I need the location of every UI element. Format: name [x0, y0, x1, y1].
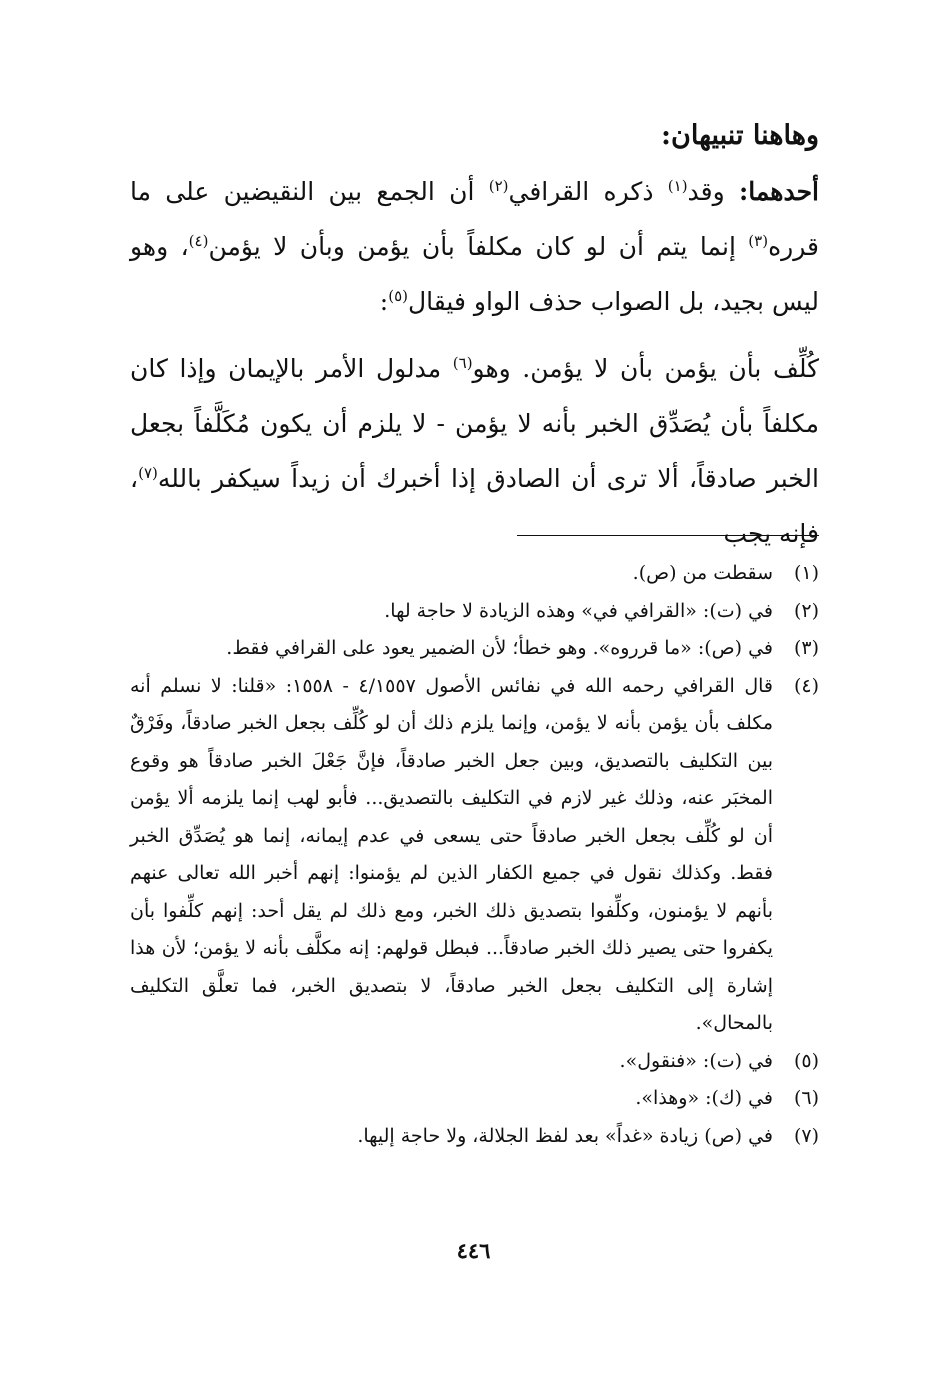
text-span: ، وهو ليس بجيد، بل الصواب حذف الواو فيقال	[130, 232, 819, 316]
footnote-item	[130, 668, 819, 1043]
footnote-text: سقطت من (ص).	[632, 562, 773, 584]
main-text	[130, 108, 819, 561]
footnote-text: في (ت): «القرافي في» وهذه الزيادة لا حاجة لها.	[384, 599, 773, 622]
footnote-item	[130, 593, 819, 631]
footnote-ref[interactable]: (١)	[667, 177, 688, 195]
footnote-separator	[517, 535, 819, 536]
section-heading: وهاهنا تنبيهان:	[661, 120, 819, 151]
page-number: ٤٤٦	[456, 1238, 491, 1263]
text-span: ذكره القرافي	[508, 177, 668, 206]
footnote-item	[130, 630, 819, 668]
text-span: :	[379, 287, 389, 316]
footnote-item	[130, 555, 819, 593]
footnote-text: في (ت): «فنقول».	[619, 1049, 773, 1072]
footnote-ref[interactable]: (٢)	[488, 177, 509, 195]
footnote-text: في (ص) زيادة «غداً» بعد لفظ الجلالة، ولا حاجة إليها.	[357, 1124, 773, 1147]
footnote-number: (٢)	[793, 599, 819, 622]
footnote-ref[interactable]: (٤)	[188, 232, 209, 250]
footnote-ref[interactable]: (٣)	[748, 232, 769, 250]
text-span: إنما يتم أن لو كان مكلفاً بأن يؤمن وبأن لا يؤمن	[208, 232, 749, 261]
footnote-ref[interactable]: (٦)	[452, 354, 473, 372]
footnote-number: (٥)	[793, 1049, 819, 1072]
text-span: أن الجمع بين النقيضين على ما قرره	[130, 177, 819, 261]
footnote-number: (٧)	[793, 1124, 819, 1147]
text-span: كُلِّف بأن يؤمن بأن لا يؤمن. وهو	[472, 354, 819, 383]
footnote-ref[interactable]: (٧)	[138, 464, 158, 482]
paragraph-1	[130, 164, 819, 329]
paragraph-2	[130, 341, 819, 561]
paragraph-lead: أحدهما:	[739, 177, 820, 206]
footnote-item	[130, 1043, 819, 1081]
text-span: ، فإنه يجب	[130, 464, 819, 548]
footnote-item	[130, 1080, 819, 1118]
footnote-number: (٤)	[793, 674, 819, 697]
footnote-number: (٣)	[793, 637, 819, 659]
text-span: مدلول الأمر بالإيمان وإذا كان مكلفاً بأن يُصَدِّق الخبر بأنه لا يؤمن - لا يلزم أن يكون مُكَلَّفاً بجعل الخبر صادقاً، ألا ترى أن الصادق إذا أخبرك أن زيداً سيكفر بالله	[130, 354, 819, 493]
footnote-text: في (ص): «ما قرروه». وهو خطأ؛ لأن الضمير يعود على القرافي فقط.	[226, 637, 773, 659]
footnotes	[130, 555, 819, 1155]
footnote-ref[interactable]: (٥)	[388, 287, 408, 305]
footnote-number: (٦)	[793, 1087, 819, 1109]
text-span: وقد	[687, 177, 739, 206]
footnote-text: قال القرافي رحمه الله في نفائس الأصول ٤/١٥٥٧ - ١٥٥٨: «قلنا: لا نسلم أنه مكلف بأن يؤمن بأنه لا يؤمن، وإنما يلزم ذلك أن لو كُلِّف بجعل الخبر صادقاً، وفَرْقٌ بين التكليف بالتصديق، وبين جعل الخبر صادقاً، فإنَّ جَعْلَ الخبر صادقاً هو وقوع المخبَر عنه، وذلك غير لازم في التكليف بالتصديق... فأبو لهب إنما يلزمه ألا يؤمن أن لو كُلِّف بجعل الخبر صادقاً حتى يسعى في عدم إيمانه، إنما هو يُصَدِّق الخبر فقط. وكذلك نقول في جميع الكفار الذين لم يؤمنوا: إنهم أخبر الله تعالى عنهم بأنهم لا يؤمنون، وكلِّفوا بتصديق ذلك الخبر، ومع ذلك لم يقل أحد: إنهم كلِّفوا بأن يكفروا حتى يصير ذلك الخبر صادقاً... فبطل قولهم: إنه مكلَّف بأنه لا يؤمن؛ لأن هذا إشارة إلى التكليف بجعل الخبر صادقاً، لا بتصديق الخبر، فما تعلَّق التكليف بالمحال».	[130, 674, 774, 1034]
footnote-text: في (ك): «وهذا».	[635, 1087, 773, 1109]
footnote-number: (١)	[793, 562, 819, 584]
footnote-item	[130, 1118, 819, 1156]
